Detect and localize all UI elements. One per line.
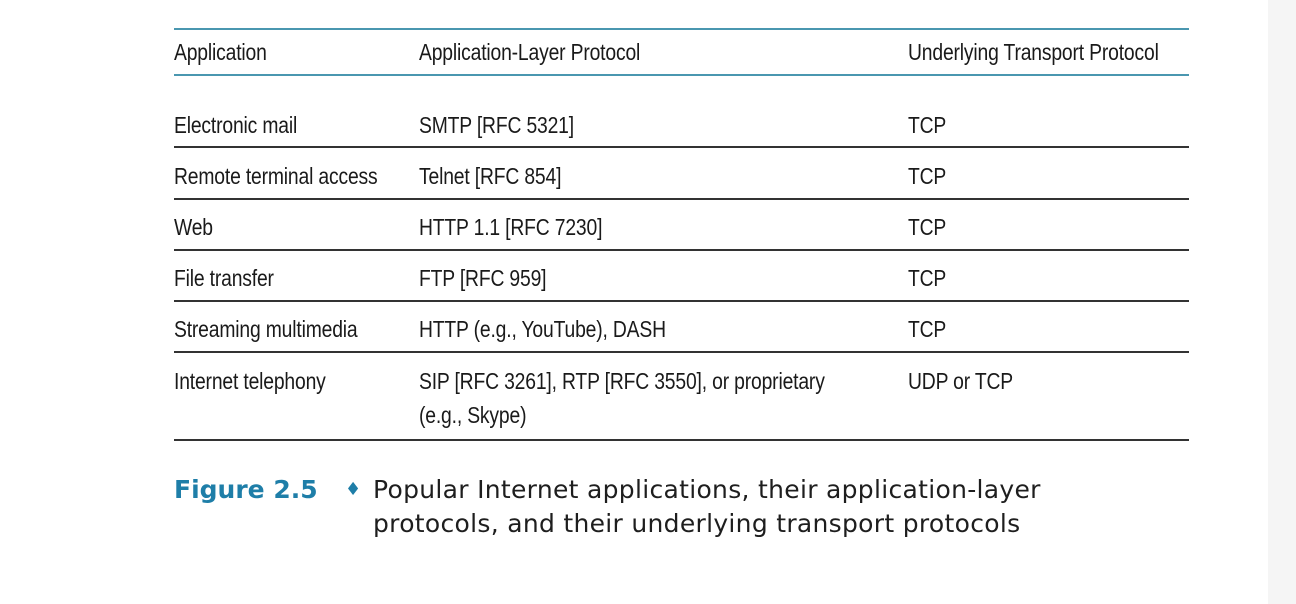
cell-transport: UDP or TCP	[908, 368, 1013, 394]
cell-transport: TCP	[908, 163, 947, 189]
cell-transport: TCP	[908, 265, 947, 291]
cell-app-protocol: SMTP [RFC 5321]	[419, 112, 574, 138]
cell-application: Remote terminal access	[174, 163, 378, 189]
header-app-protocol: Application-Layer Protocol	[419, 39, 641, 65]
cell-application: Web	[174, 214, 213, 240]
cell-application: File transfer	[174, 265, 274, 291]
caption-line: Popular Internet applications, their application-layer	[373, 475, 1041, 504]
caption-line: protocols, and their underlying transport protocols	[373, 509, 1021, 538]
cell-app-protocol: Telnet [RFC 854]	[419, 163, 562, 189]
row-divider	[174, 351, 1189, 353]
row-divider	[174, 198, 1189, 200]
cell-transport: TCP	[908, 316, 947, 342]
header-transport: Underlying Transport Protocol	[908, 39, 1159, 65]
cell-app-protocol-continuation: (e.g., Skype)	[419, 402, 527, 428]
table-top-rule	[174, 28, 1189, 30]
table-header-rule	[174, 74, 1189, 76]
cell-application: Streaming multimedia	[174, 316, 358, 342]
cell-app-protocol: HTTP 1.1 [RFC 7230]	[419, 214, 603, 240]
row-divider	[174, 249, 1189, 251]
row-divider	[174, 300, 1189, 302]
cell-transport: TCP	[908, 214, 947, 240]
cell-app-protocol: FTP [RFC 959]	[419, 265, 547, 291]
figure-label: Figure 2.5	[174, 475, 318, 504]
caption-text	[373, 473, 1133, 541]
table-bottom-rule	[174, 439, 1189, 441]
row-divider	[174, 146, 1189, 148]
cell-app-protocol: SIP [RFC 3261], RTP [RFC 3550], or proprietary	[419, 368, 825, 394]
cell-app-protocol: HTTP (e.g., YouTube), DASH	[419, 316, 666, 342]
header-application: Application	[174, 39, 267, 65]
page-gutter	[1268, 0, 1296, 604]
cell-transport: TCP	[908, 112, 947, 138]
cell-application: Internet telephony	[174, 368, 326, 394]
diamond-icon: ♦	[345, 479, 362, 500]
cell-application: Electronic mail	[174, 112, 298, 138]
